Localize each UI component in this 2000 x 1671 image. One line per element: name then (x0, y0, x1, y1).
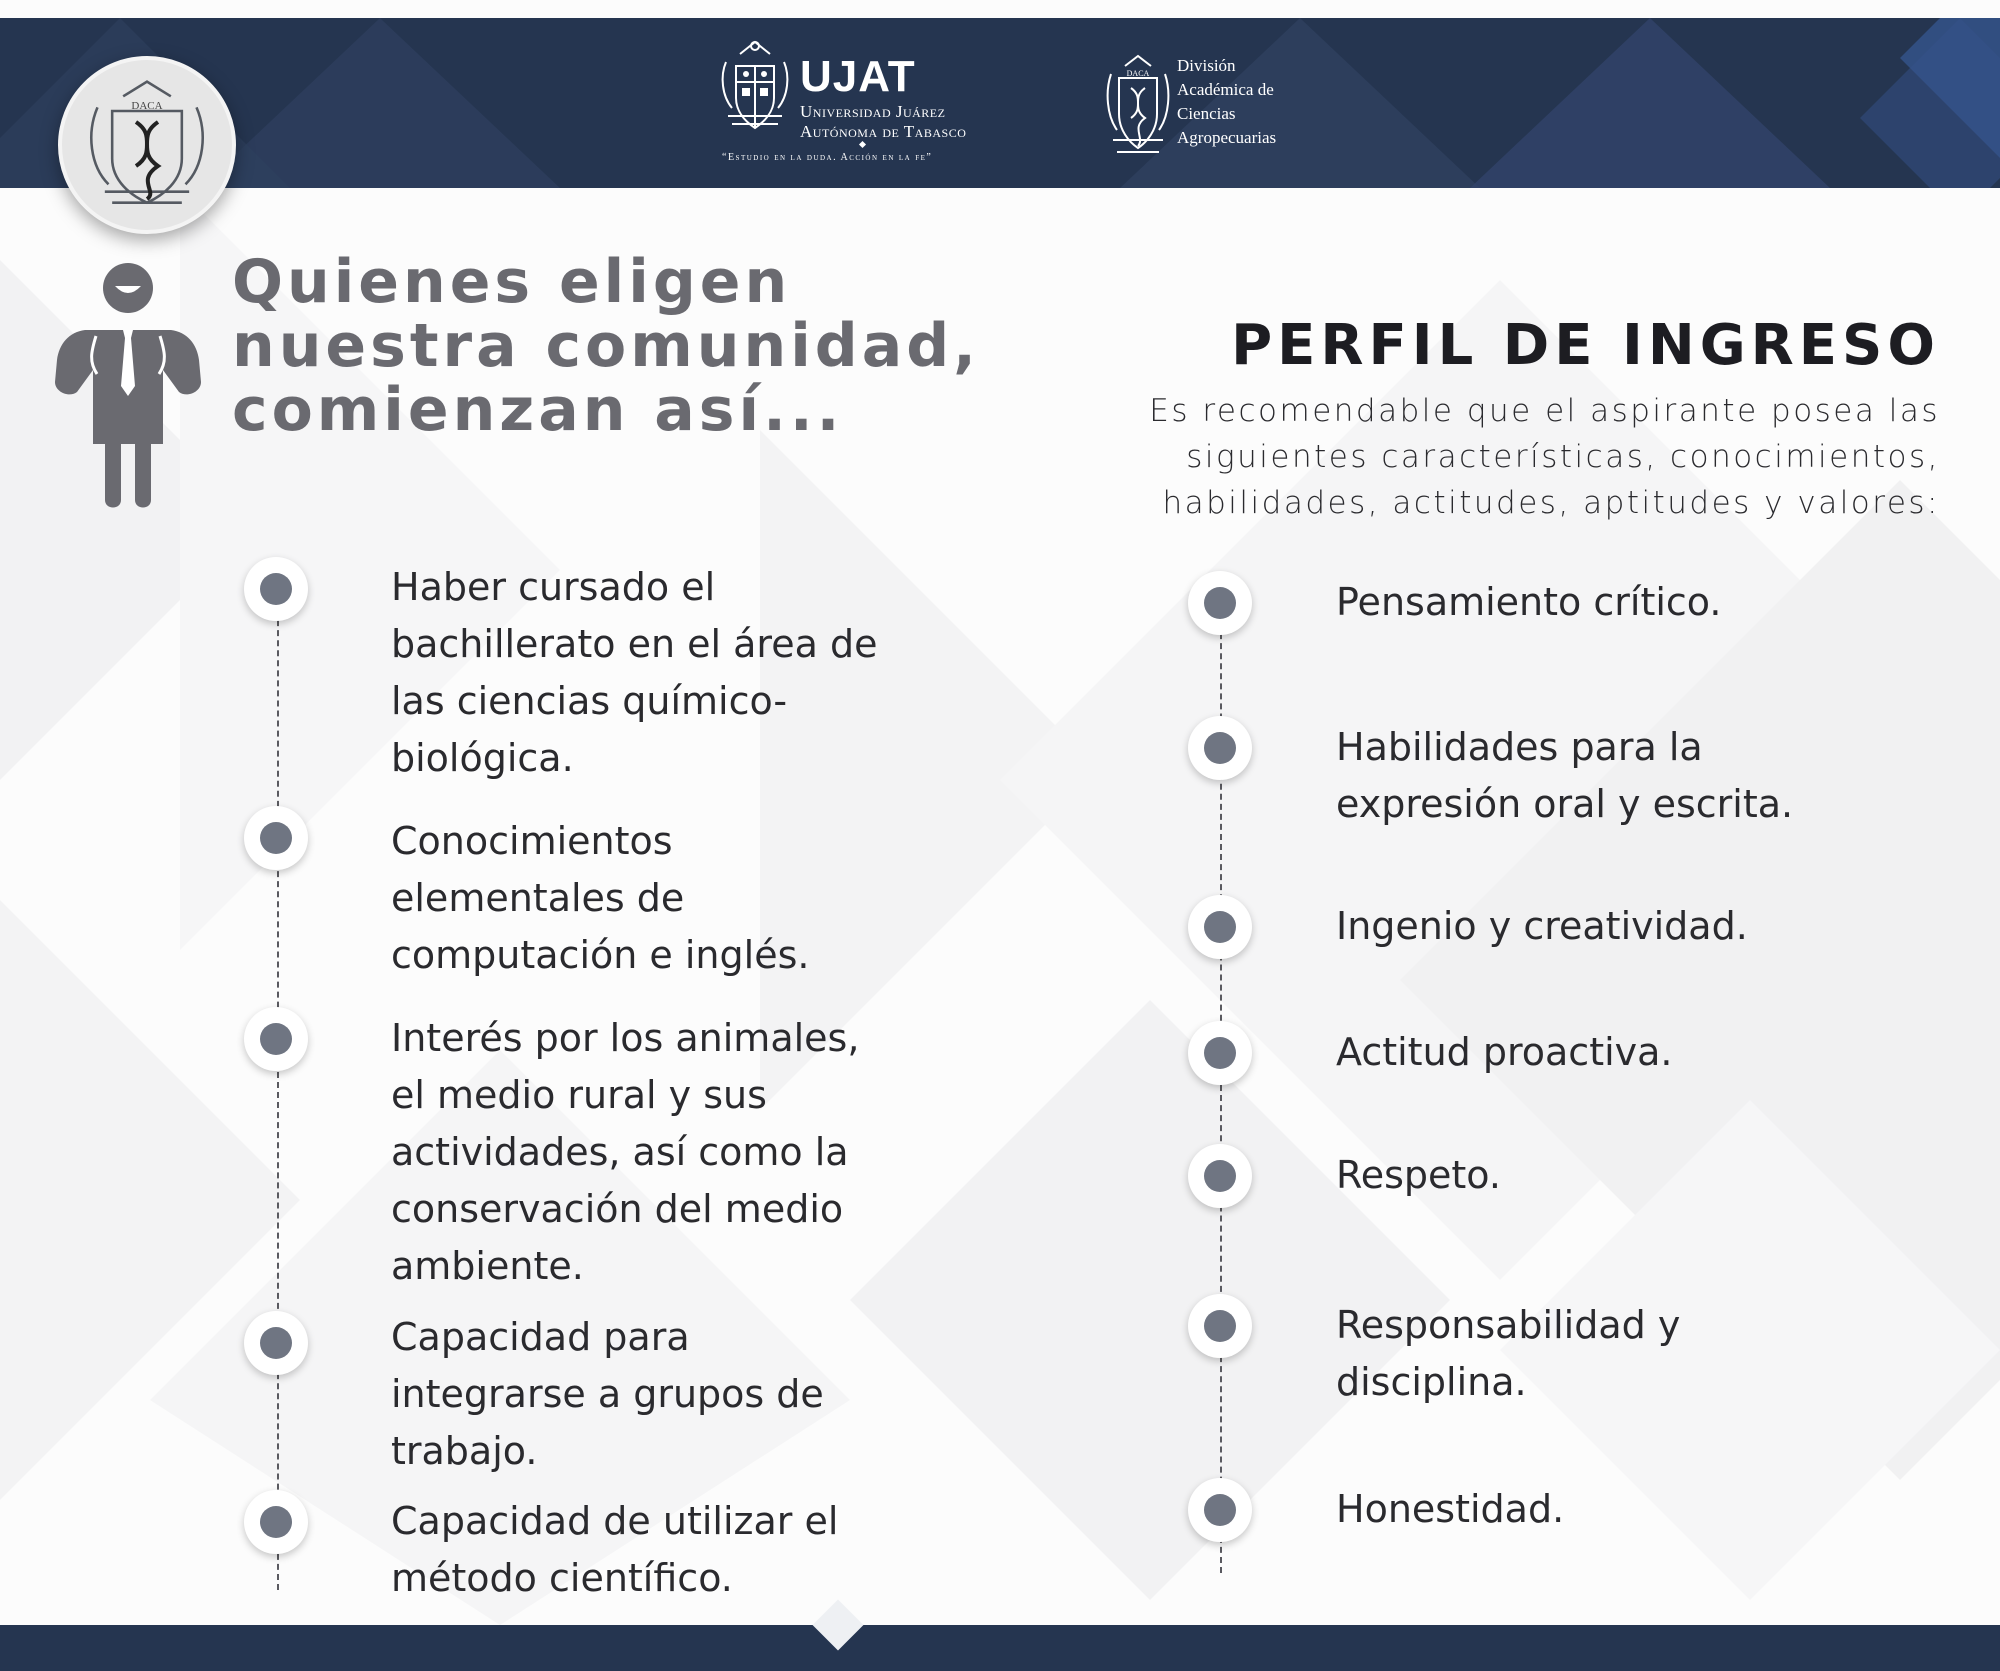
ujat-logo (718, 36, 1008, 171)
profile-intro: Es recomendable que el aspirante posea las siguientes características, conocimientos, habilidades, actitudes, aptitudes y valores: (1149, 393, 1940, 521)
right-bullet-5 (1188, 1144, 1252, 1208)
left-section-title: Quienes eligen nuestra comunidad, comienzan así... (232, 247, 980, 445)
left-bullet-4 (244, 1311, 308, 1375)
right-bullet-1 (1188, 571, 1252, 635)
right-item-4: Actitud proactiva. (1336, 1030, 1673, 1074)
dacea-emblem (58, 56, 236, 234)
left-bullet-1 (244, 557, 308, 621)
right-item-6: Responsabilidad y disciplina. (1336, 1303, 1681, 1404)
footer-band (0, 1625, 2000, 1671)
dacea-emblem-icon (86, 78, 208, 210)
left-item-3: Interés por los animales, el medio rural y sus actividades, así como la conservación del medio ambiente. (391, 1016, 860, 1288)
left-bullet-5 (244, 1490, 308, 1554)
division-name: División Académica de Ciencias Agropecuarias (1177, 56, 1277, 147)
left-bullet-2 (244, 806, 308, 870)
left-bullet-3 (244, 1007, 308, 1071)
left-timeline-line (277, 590, 279, 1590)
ujat-divider (859, 141, 866, 148)
right-bullet-2 (1188, 716, 1252, 780)
right-bullet-4 (1188, 1021, 1252, 1085)
right-bullet-7 (1188, 1478, 1252, 1542)
profile-title: PERFIL DE INGRESO (1231, 313, 1940, 378)
division-logo (1105, 48, 1305, 163)
svg-text:DACA: DACA (131, 100, 163, 113)
person-icon (55, 262, 201, 512)
left-item-2: Conocimientos elementales de computación e inglés. (391, 819, 810, 977)
right-item-5: Respeto. (1336, 1153, 1501, 1197)
svg-text:DACA: DACA (1126, 69, 1150, 78)
ujat-name-line2: Autónoma de Tabasco (800, 122, 967, 141)
ujat-shield-icon (718, 36, 792, 136)
dacea-shield-icon (1105, 52, 1171, 160)
ujat-name-line1: Universidad Juárez (800, 102, 946, 121)
right-bullet-6 (1188, 1294, 1252, 1358)
right-item-7: Honestidad. (1336, 1487, 1565, 1531)
right-item-3: Ingenio y creatividad. (1336, 904, 1748, 948)
left-item-4: Capacidad para integrarse a grupos de trabajo. (391, 1315, 824, 1473)
ujat-acronym: UJAT (800, 52, 916, 101)
right-item-1: Pensamiento crítico. (1336, 580, 1722, 624)
right-item-2: Habilidades para la expresión oral y escrita. (1336, 725, 1794, 826)
left-item-1: Haber cursado el bachillerato en el área de las ciencias químico- biológica. (391, 565, 878, 780)
left-item-5: Capacidad de utilizar el método científico. (391, 1499, 839, 1600)
right-bullet-3 (1188, 895, 1252, 959)
ujat-motto: “Estudio en la duda. Acción en la fe” (722, 152, 933, 163)
